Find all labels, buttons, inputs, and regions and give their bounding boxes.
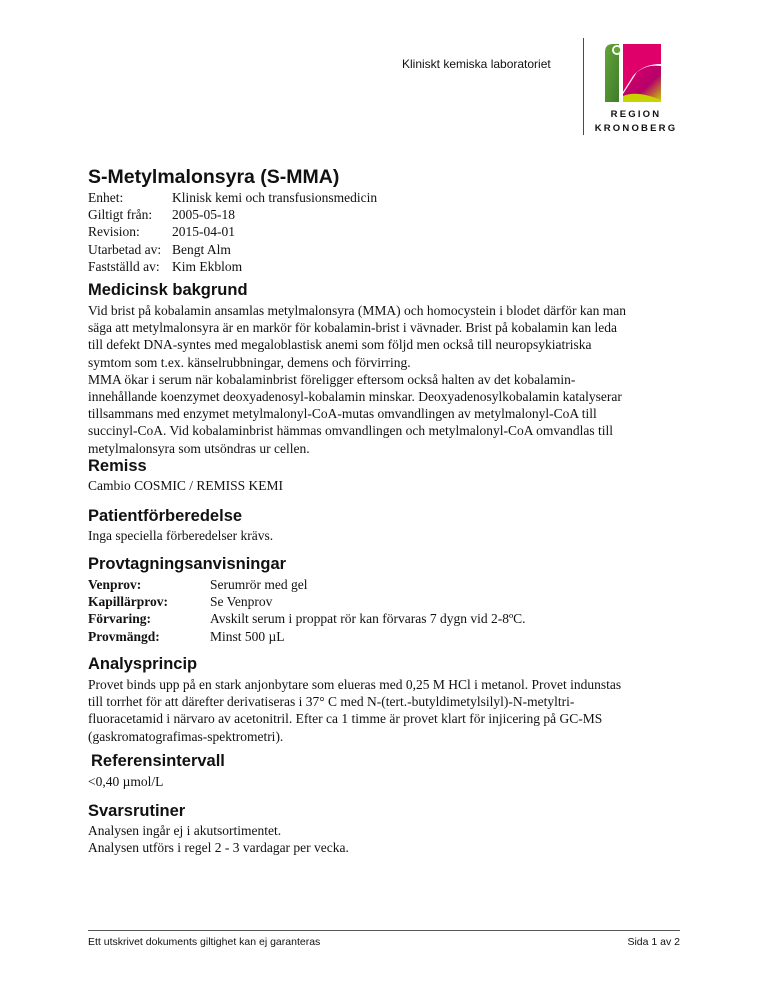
logo-mark-icon xyxy=(603,42,663,104)
document-meta xyxy=(88,189,377,275)
provtagning-table xyxy=(88,576,526,645)
meta-key: Enhet: xyxy=(88,190,124,205)
section-heading-referens: Referensintervall xyxy=(91,752,225,770)
text-line: (gaskromatografimas-spektrometri). xyxy=(88,728,284,744)
table-row xyxy=(88,628,526,645)
text-line: Vid brist på kobalamin ansamlas metylmalonsyra (MMA) och homocystein i blodet därför kan man xyxy=(88,303,626,318)
meta-row xyxy=(88,241,377,258)
meta-value: 2015-04-01 xyxy=(172,224,235,240)
row-value: Avskilt serum i proppat rör kan förvaras 7 dygn vid 2-8ºC. xyxy=(210,611,526,627)
section-heading-medicinsk: Medicinsk bakgrund xyxy=(88,281,248,299)
text-line: Analysen ingår ej i akutsortimentet. xyxy=(88,823,282,838)
row-key: Förvaring: xyxy=(88,611,151,627)
row-value: Serumrör med gel xyxy=(210,577,308,592)
text-line: succinyl-CoA. Vid kobalaminbrist hämmas omvandlingen och metylmalonyl-CoA omvandlas till xyxy=(88,423,613,439)
region-kronoberg-logo xyxy=(603,42,663,104)
meta-value: 2005-05-18 xyxy=(172,207,235,223)
row-key: Provmängd: xyxy=(88,628,160,644)
text-line: metylmalonsyra som utsöndras ur cellen. xyxy=(88,440,310,456)
table-row xyxy=(88,610,526,627)
department-name: Kliniskt kemiska laboratoriet xyxy=(402,57,551,71)
meta-value: Bengt Alm xyxy=(172,241,231,257)
document-title: S-Metylmalonsyra (S-MMA) xyxy=(88,166,340,188)
text-line: fluoracetamid i närvaro av acetonitril. Efter ca 1 timme är provet klart för injicering på GC-MS xyxy=(88,711,603,727)
section-body-patient: Inga speciella förberedelser krävs. xyxy=(88,528,274,543)
section-body-medicinsk xyxy=(88,302,688,457)
logo-line-region: REGION xyxy=(610,109,662,120)
meta-key: Giltigt från: xyxy=(88,207,153,223)
row-value: Se Venprov xyxy=(210,594,273,610)
meta-key: Revision: xyxy=(88,224,140,240)
header-divider xyxy=(583,38,584,135)
meta-key: Fastställd av: xyxy=(88,258,160,274)
text-line: innehållande koenzymet deoxyadenosyl-kobalamin minskar. Deoxyadenosylkobalamin katalyserar xyxy=(88,389,622,405)
meta-key: Utarbetad av: xyxy=(88,241,162,257)
section-heading-patient: Patientförberedelse xyxy=(88,507,243,525)
text-line: Analysen utförs i regel 2 - 3 vardagar per vecka. xyxy=(88,840,349,856)
text-line: symtom som t.ex. känselrubbningar, demens och förvirring. xyxy=(88,354,411,370)
table-row xyxy=(88,576,526,593)
text-line: till torrhet för att därefter derivatiseras i 37° C med N-(tert.-butyldimetylsilyl)-N-metyltri- xyxy=(88,694,575,710)
text-line: tillsammans med enzymet metylmalonyl-CoA-mutas omvandlingen av metylmalonyl-CoA till xyxy=(88,406,597,422)
section-body-referens: <0,40 µmol/L xyxy=(88,774,164,789)
meta-row xyxy=(88,206,377,223)
section-body-analys xyxy=(88,676,698,745)
logo-wordmark xyxy=(586,108,686,136)
row-key: Venprov: xyxy=(88,577,142,592)
text-line: till defekt DNA-syntes med megaloblastisk anemi som följd men också till neuropsykiatriska xyxy=(88,337,592,353)
row-key: Kapillärprov: xyxy=(88,594,169,610)
meta-value: Klinisk kemi och transfusionsmedicin xyxy=(172,190,378,205)
section-body-svar xyxy=(88,822,688,856)
meta-value: Kim Ekblom xyxy=(172,258,243,274)
section-body-remiss: Cambio COSMIC / REMISS KEMI xyxy=(88,478,284,493)
text-line: säga att metylmalonsyra är en markör för kobalamin-brist i vävnader. Brist på kobalamin kan leda xyxy=(88,320,617,336)
meta-row xyxy=(88,189,377,206)
text-line: Provet binds upp på en stark anjonbytare som elueras med 0,25 M HCl i metanol. Provet indunstas xyxy=(88,677,622,692)
footer-divider xyxy=(88,930,680,931)
text-line: MMA ökar i serum när kobalaminbrist föreligger eftersom också halten av det kobalamin- xyxy=(88,371,576,387)
section-heading-provtagning: Provtagningsanvisningar xyxy=(88,555,287,573)
meta-row xyxy=(88,258,377,275)
logo-line-kronoberg: KRONOBERG xyxy=(594,123,678,134)
section-heading-remiss: Remiss xyxy=(88,457,147,475)
meta-row xyxy=(88,223,377,240)
page-number: Sida 1 av 2 xyxy=(627,936,680,948)
table-row xyxy=(88,593,526,610)
section-heading-svar: Svarsrutiner xyxy=(88,802,186,820)
section-heading-analys: Analysprincip xyxy=(88,655,198,673)
footer-disclaimer: Ett utskrivet dokuments giltighet kan ej garanteras xyxy=(88,936,321,948)
row-value: Minst 500 µL xyxy=(210,628,285,644)
